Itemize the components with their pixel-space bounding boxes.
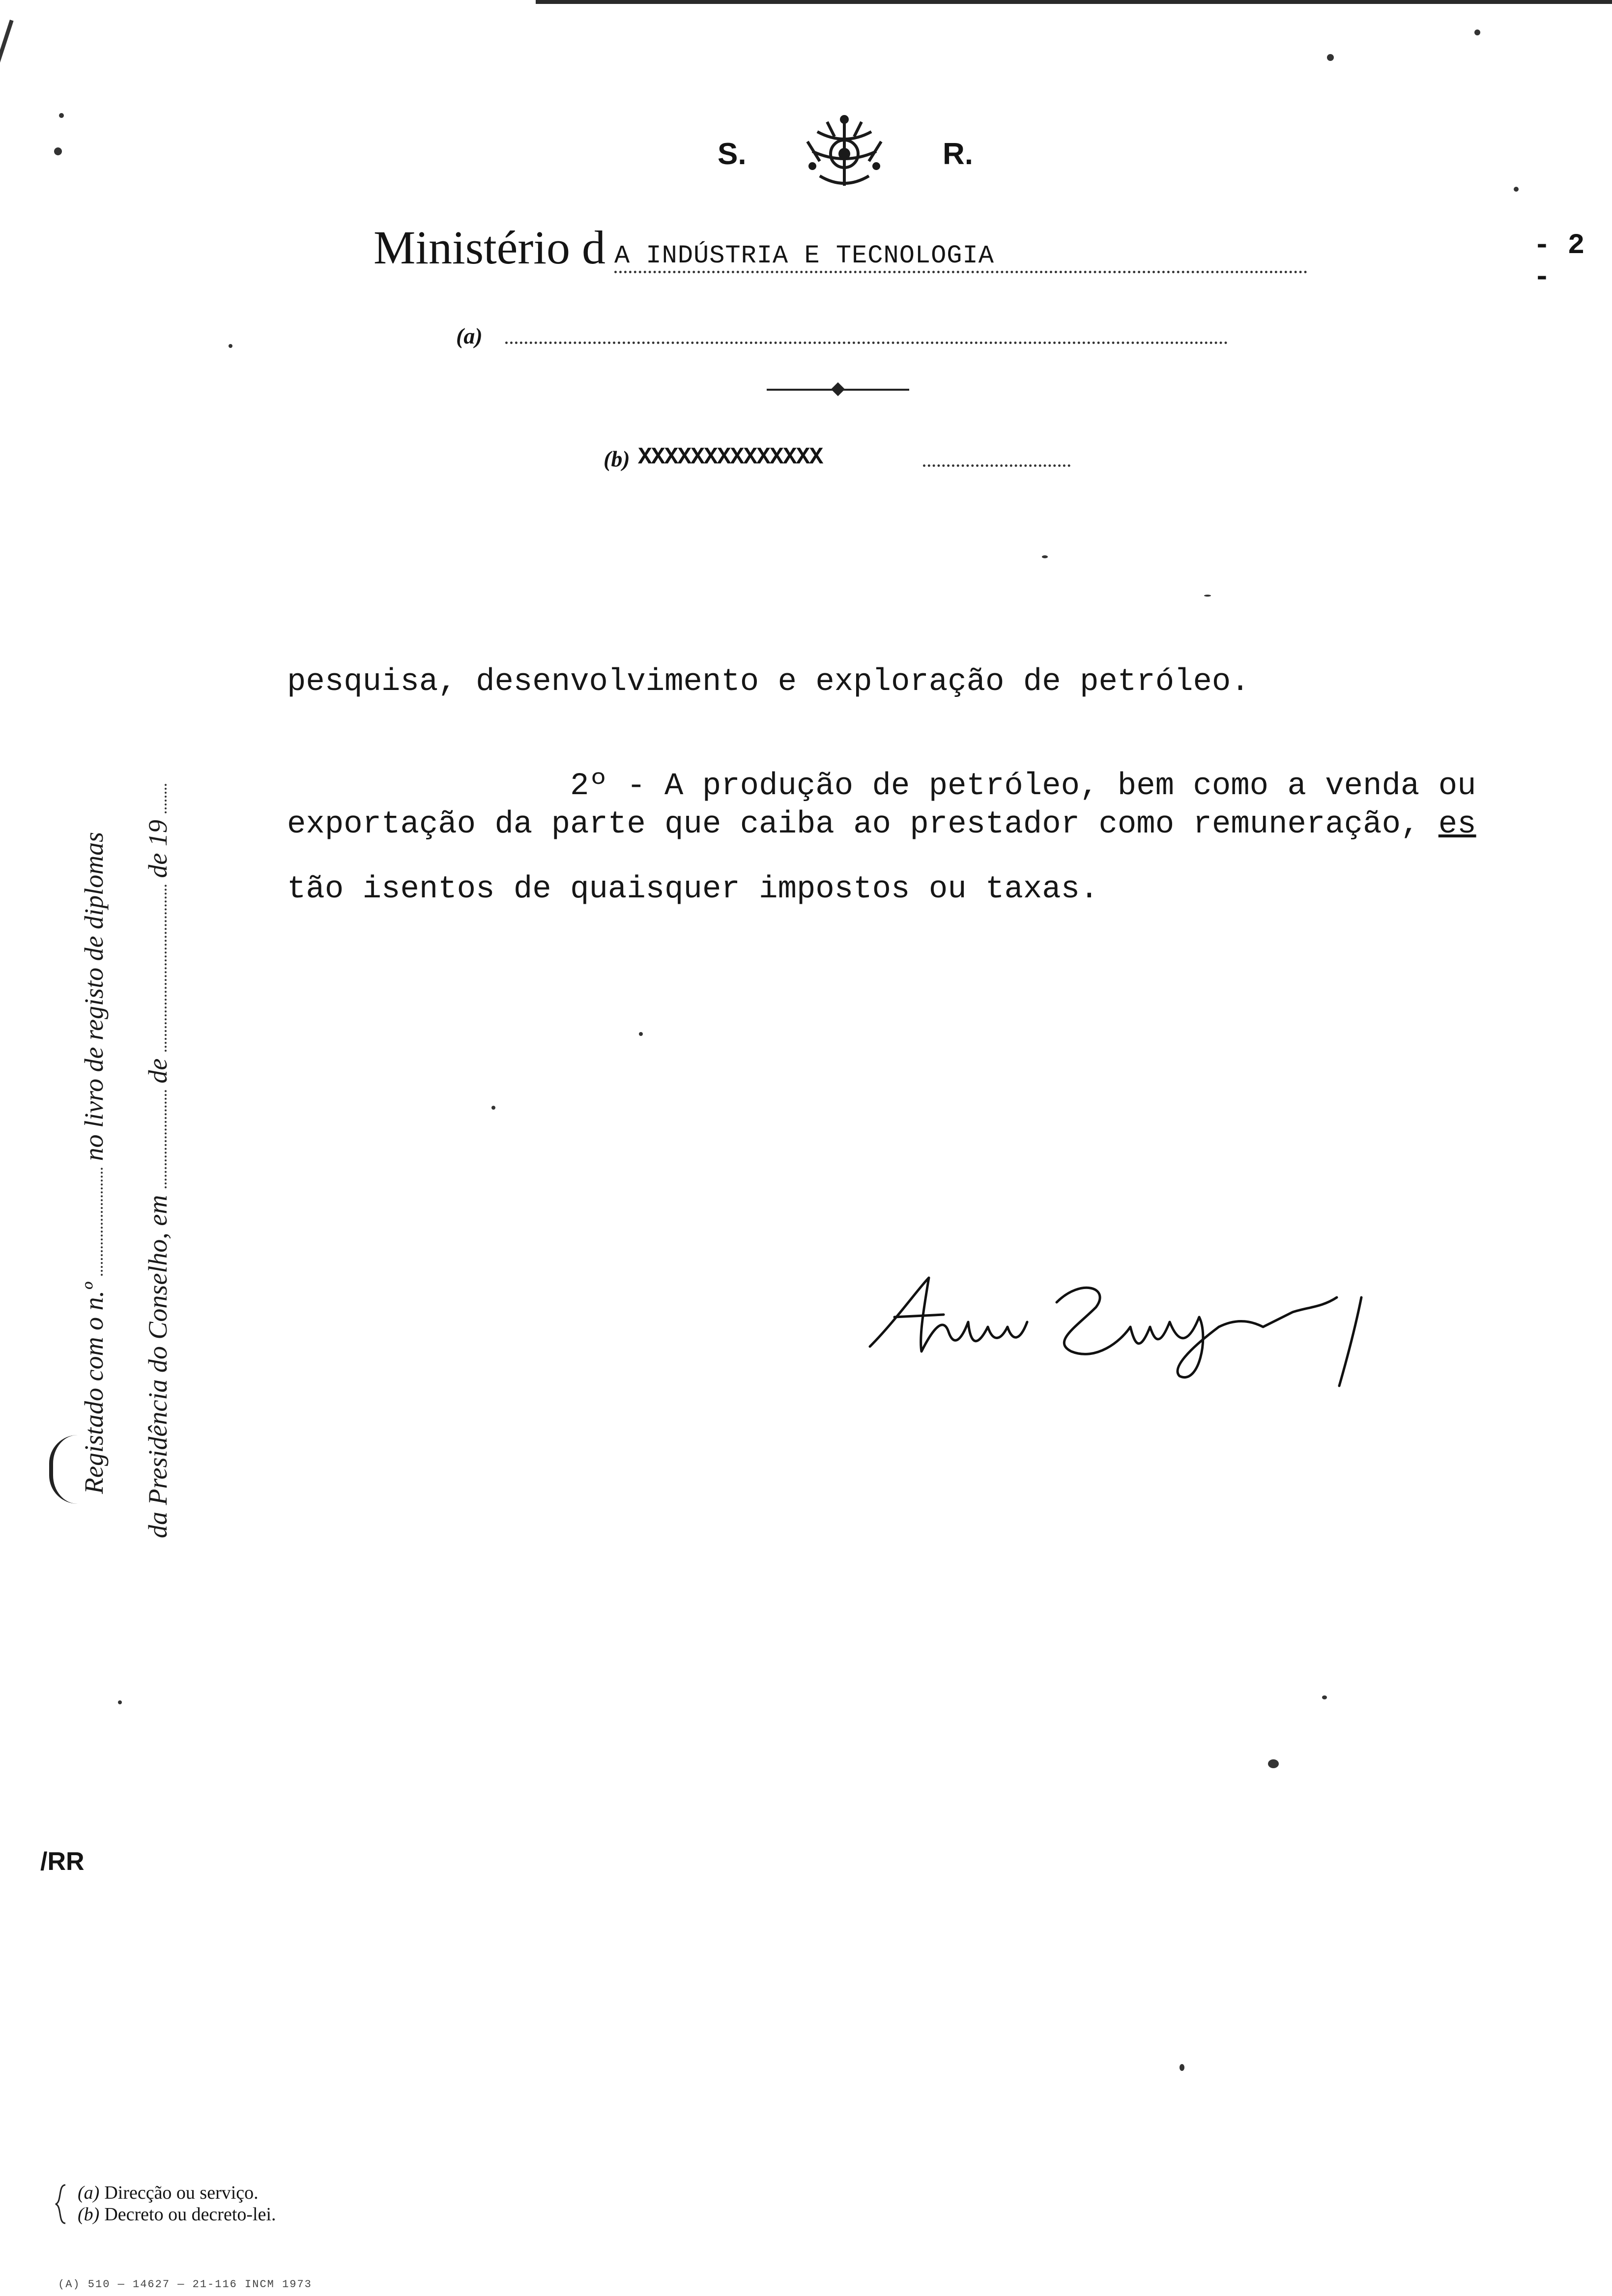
speck	[229, 344, 232, 348]
footnote-b-text: Decreto ou decreto-lei.	[104, 2204, 276, 2225]
footnote-brace	[53, 2184, 68, 2224]
margin-de-1: de	[143, 1058, 173, 1084]
top-border-line	[536, 0, 1612, 4]
field-b-decreto	[604, 432, 1070, 472]
field-b-dotted-line	[923, 464, 1070, 467]
speck	[1327, 54, 1334, 61]
speck	[1268, 1759, 1279, 1768]
field-a-mark: (a)	[456, 323, 483, 348]
field-b-mark: (b)	[604, 446, 630, 471]
field-a-direccao	[456, 310, 1228, 349]
margin-presidencia: da Presidência do Conselho, em	[143, 1195, 173, 1538]
speck	[118, 1700, 122, 1704]
speck	[1322, 1695, 1327, 1699]
speck	[59, 113, 64, 118]
footnote-b-mark: (b)	[78, 2204, 100, 2225]
speck	[639, 1032, 643, 1036]
typist-initials: /RR	[40, 1847, 85, 1876]
margin-registration-line-1	[79, 832, 109, 1494]
ministry-label: Ministério d	[374, 221, 605, 274]
margin-de-19: de 19	[143, 820, 173, 878]
speck	[1514, 187, 1519, 192]
field-b-struck-text: XXXXXXXXXXXXXX	[638, 444, 823, 471]
header-s: S.	[718, 137, 747, 171]
speck	[54, 147, 62, 155]
republic-header	[718, 127, 973, 181]
margin-livro: no livro de registo de diplomas	[79, 832, 109, 1161]
field-a-dotted-line	[505, 342, 1228, 344]
body-line-3-hyphen-part: es	[1438, 807, 1476, 842]
footnote-a-text: Direcção ou serviço.	[104, 2182, 259, 2203]
margin-registado: Registado com o n.º	[79, 1282, 109, 1494]
header-r: R.	[943, 137, 973, 171]
body-line-3-text: exportação da parte que caiba ao prestador como remuneração,	[287, 807, 1439, 842]
speck	[1204, 595, 1211, 597]
page-number: - 2 -	[1533, 230, 1585, 294]
footnote-b	[58, 2204, 276, 2225]
body-line-4: tão isentos de quaisquer impostos ou taxas.	[287, 872, 1099, 907]
margin-slash-mark	[0, 20, 14, 348]
speck	[491, 1106, 495, 1110]
ministry-line	[374, 211, 1307, 275]
speck	[1042, 555, 1048, 558]
handwritten-signature	[865, 1268, 1455, 1435]
speck	[1474, 29, 1480, 35]
coat-of-arms-emblem	[798, 112, 891, 196]
diamond-ornament	[831, 382, 845, 396]
ministry-name: A INDÚSTRIA E TECNOLOGIA	[614, 241, 994, 270]
footnotes	[58, 2182, 276, 2225]
ornamental-divider	[767, 386, 909, 392]
margin-registration-line-2	[143, 784, 173, 1538]
footnote-a-mark: (a)	[78, 2182, 100, 2203]
footnote-a	[58, 2182, 276, 2204]
body-line-2: 2º - A produção de petróleo, bem como a venda ou	[570, 769, 1476, 804]
body-line-1: pesquisa, desenvolvimento e exploração de petróleo.	[287, 664, 1250, 700]
ministry-dotted-line	[614, 271, 1307, 273]
printer-mark: (A) 510 — 14627 — 21-116 INCM 1973	[58, 2278, 312, 2291]
margin-bracket	[49, 1435, 78, 1504]
body-line-3	[287, 806, 1476, 843]
speck	[1180, 2064, 1184, 2071]
